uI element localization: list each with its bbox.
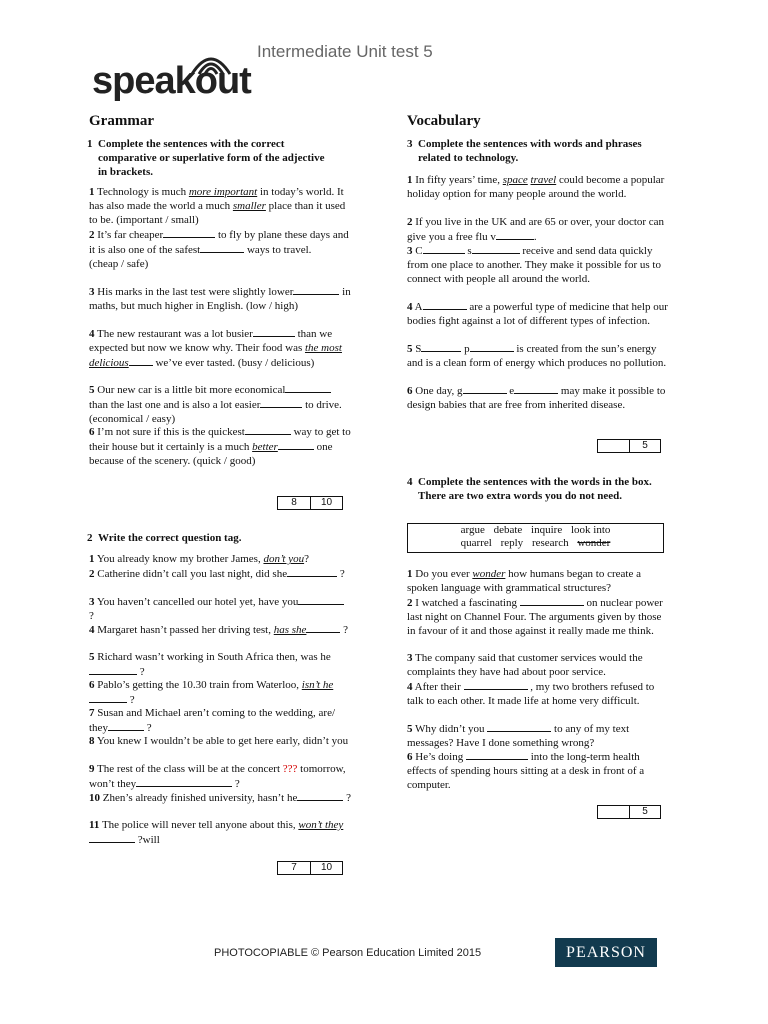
list-item: 3 C s receive and send data quickly from one place to another. They make it possible for us to connect with people all around the world. [407, 245, 661, 285]
score-total: 5 [629, 440, 660, 452]
list-item: 3 You haven’t cancelled our hotel yet, have you ? [89, 594, 351, 623]
grammar-heading: Grammar [89, 113, 154, 129]
list-item: 1 In fifty years’ time, space travel could become a popular holiday option for many people around the world. [407, 174, 665, 200]
ex1-number: 1 [87, 138, 93, 150]
ex4-instruction-text: Complete the sentences with the words in the box. There are two extra words you do not need. [418, 476, 652, 502]
pearson-logo [555, 938, 657, 967]
list-item: 7 Susan and Michael aren’t coming to the wedding, are/ they ? [89, 707, 336, 734]
ex2-instruction [87, 531, 328, 545]
list-item: 3 The company said that customer services would the complaints they have had about poor service. [407, 652, 643, 678]
list-item: 5 Our new car is a little bit more economical than the last one and is also a lot easier to drive. (economical / easy) [89, 384, 342, 425]
list-item: 8 You knew I wouldn’t be able to get here early, didn’t you [89, 735, 349, 747]
list-item: 2 If you live in the UK and are 65 or over, your doctor can give you a free flu v . [407, 216, 665, 243]
score-total: 10 [310, 497, 342, 509]
list-item: 6 He’s doing into the long-term health effects of spending hours sitting at a desk in front of a computer. [407, 751, 645, 791]
list-item: 4 After their , my two brothers refused to talk to each other. It made life at home very difficult. [407, 681, 655, 707]
ex1-instruction [87, 137, 328, 179]
list-item: 2 I watched a fascinating on nuclear power last night on Channel Four. The arguments given by those in favour of it and those against it really made me think. [407, 597, 663, 637]
word-box-row [408, 524, 663, 537]
list-item: 10 Zhen’s already finished university, hasn’t he ? [89, 792, 351, 804]
list-item: 6 I’m not sure if this is the quickest way to get to their house but it certainly is a much better one because of the scenery. (quick / good) [89, 426, 351, 467]
word-box-item: look into [570, 524, 611, 536]
word-box-item: research [531, 537, 569, 549]
ex3-number: 3 [407, 138, 413, 150]
copyright-notice: PHOTOCOPIABLE © Pearson Education Limited 2015 [214, 947, 482, 959]
ex4-instruction [407, 475, 668, 503]
score-value: 7 [291, 862, 297, 873]
list-item: 5 Why didn’t you to any of my text messages? Have I done something wrong? [407, 723, 630, 749]
pearson-logo-text: PEARSON [566, 943, 646, 961]
vocabulary-heading: Vocabulary [407, 113, 481, 129]
word-box-item: quarrel [460, 537, 492, 549]
list-item: 4 The new restaurant was a lot busier than we expected but now we know why. Their food was the most delicious we’ve ever tasted. (busy / delicious) [89, 328, 342, 369]
list-item: 1 Do you ever wonder how humans began to create a spoken language with grammatical structures? [407, 568, 641, 594]
list-item: 11 The police will never tell anyone about this, won’t they ?will [89, 819, 344, 846]
list-item: 1 You already know my brother James, don’t you? [89, 553, 309, 565]
list-item: 2 Catherine didn’t call you last night, did she ? [89, 568, 345, 580]
word-box-item: reply [500, 537, 524, 549]
ex4-score-box [597, 805, 661, 819]
word-box [407, 523, 664, 553]
unit-title: Intermediate Unit test 5 [257, 42, 433, 61]
ex2-score-box [277, 861, 343, 875]
ex3-instruction-text: Complete the sentences with words and phrases related to technology. [418, 138, 642, 164]
list-item: 6 Pablo’s getting the 10.30 train from Waterloo, isn’t he ? [89, 679, 334, 706]
word-box-row [408, 537, 663, 550]
score-value [598, 806, 629, 818]
ex1-instruction-text: Complete the sentences with the correct comparative or superlative form of the adjective in brackets. [98, 138, 325, 178]
list-item: 4 Margaret hasn’t passed her driving test, has she ? [89, 624, 349, 636]
list-item: 1 Technology is much more important in today’s world. It has also made the world a much smaller place than it used to be. (important / small) [89, 186, 346, 226]
list-item: 2 It’s far cheaper to fly by plane these days and it is also one of the safest ways to travel. (cheap / safe) [89, 229, 349, 270]
ex2-instruction-text: Write the correct question tag. [98, 532, 242, 544]
word-box-item-used: wonder [577, 537, 611, 549]
ex4-number: 4 [407, 476, 413, 488]
list-item: 9 The rest of the class will be at the concert ??? tomorrow, won’t they ? [89, 763, 346, 790]
ex3-instruction [407, 137, 658, 165]
speakout-logo: speakout [92, 60, 251, 102]
list-item: 6 One day, g e may make it possible to design babies that are free from inherited disease. [407, 385, 666, 411]
word-box-item: inquire [531, 524, 563, 536]
score-total: 10 [310, 862, 342, 874]
ex3-score-box [597, 439, 661, 453]
score-value [598, 440, 629, 452]
ex2-number: 2 [87, 532, 93, 544]
score-total: 5 [629, 806, 660, 818]
score-value: 8 [291, 497, 297, 508]
list-item: 3 His marks in the last test were slightly lower in maths, but much higher in English. (low / high) [89, 286, 351, 312]
list-item: 4 A are a powerful type of medicine that help our bodies fight against a lot of different types of infection. [407, 301, 668, 327]
sound-waves-icon [188, 50, 234, 76]
list-item: 5 Richard wasn’t working in South Africa then, was he ? [89, 651, 331, 678]
list-item: 5 S p is created from the sun’s energy and is a clean form of energy which produces no pollution. [407, 343, 667, 369]
word-box-item: debate [493, 524, 523, 536]
ex1-score-box [277, 496, 343, 510]
word-box-item: argue [460, 524, 485, 536]
